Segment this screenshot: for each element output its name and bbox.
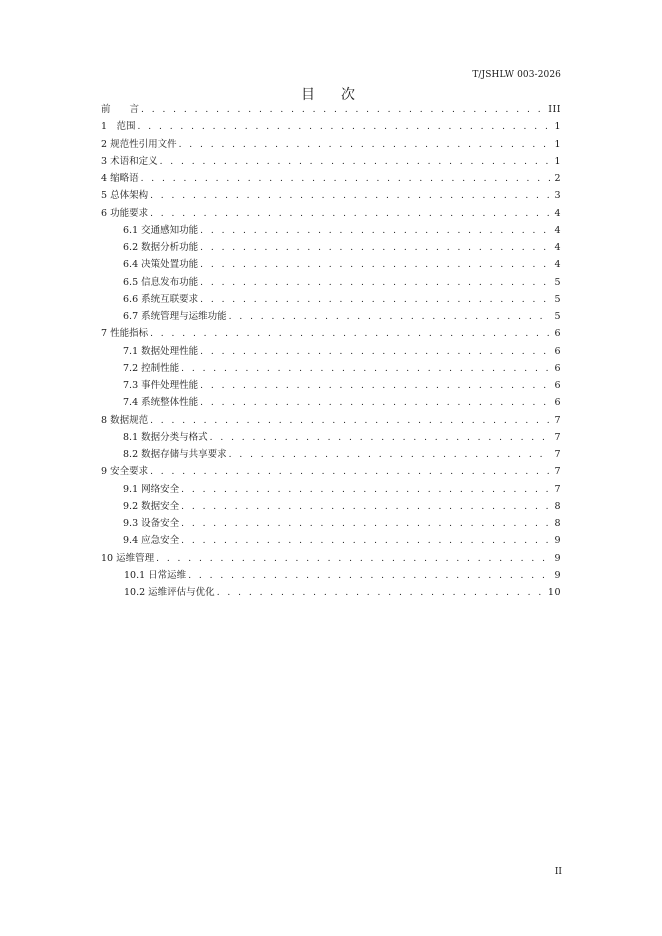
toc-entry-page: 5 (554, 293, 561, 305)
toc-entry-page: 9 (554, 569, 561, 581)
toc-entry[interactable] (101, 343, 561, 360)
toc-entry[interactable] (101, 498, 561, 515)
toc-leader-dots (156, 551, 551, 568)
toc-entry-label: 6.1 交通感知功能 (123, 224, 199, 236)
toc-entry-page: 7 (554, 466, 561, 478)
toc-leader-dots (138, 119, 552, 136)
toc-leader-dots (188, 568, 551, 585)
toc-entry[interactable] (101, 325, 561, 342)
toc-entry[interactable] (101, 170, 561, 187)
toc-entry-page: 4 (554, 207, 561, 219)
toc-entry-page: 3 (554, 190, 561, 202)
toc-leader-dots (200, 223, 551, 240)
toc-entry-page: 2 (554, 173, 561, 184)
toc-entry-page: 7 (554, 483, 561, 495)
toc-entry-label: 10 运维管理 (101, 552, 155, 564)
toc-entry-page: 5 (554, 276, 561, 288)
table-of-contents (101, 101, 561, 601)
toc-entry-label: 4 缩略语 (101, 173, 139, 184)
toc-leader-dots (141, 171, 552, 188)
toc-entry[interactable] (101, 481, 561, 498)
toc-entry[interactable] (101, 187, 561, 204)
toc-entry[interactable] (101, 256, 561, 273)
toc-entry-label: 10.1 日常运维 (124, 569, 187, 581)
toc-entry[interactable] (101, 153, 561, 170)
toc-entry-label: 6.5 信息发布功能 (123, 276, 199, 288)
toc-entry-label: 7.2 控制性能 (123, 362, 180, 374)
toc-leader-dots (141, 102, 545, 119)
toc-entry-label: 10.2 运维评估与优化 (124, 587, 215, 598)
toc-entry-label: 9.2 数据安全 (123, 500, 180, 512)
toc-entry-page: 8 (554, 500, 561, 512)
toc-entry-label: 7.1 数据处理性能 (123, 345, 199, 357)
toc-entry[interactable] (101, 222, 561, 239)
toc-entry-label: 1 范围 (101, 121, 136, 133)
toc-leader-dots (200, 344, 551, 361)
toc-leader-dots (229, 309, 552, 326)
toc-entry-label: 2 规范性引用文件 (101, 138, 177, 150)
toc-leader-dots (179, 137, 552, 154)
toc-entry[interactable] (101, 308, 561, 325)
toc-entry[interactable] (101, 239, 561, 256)
toc-leader-dots (229, 447, 552, 464)
toc-entry-label: 8 数据规范 (101, 414, 149, 426)
toc-entry[interactable] (101, 532, 561, 549)
toc-leader-dots (210, 430, 552, 447)
toc-entry-label: 5 总体架构 (101, 190, 149, 202)
toc-title: 目 次 (301, 87, 361, 103)
toc-entry-label: 6.2 数据分析功能 (123, 242, 199, 253)
toc-entry-page: 8 (554, 518, 561, 529)
toc-leader-dots (150, 413, 551, 430)
toc-leader-dots (200, 378, 551, 395)
toc-entry-page: 6 (554, 362, 561, 374)
toc-entry[interactable] (101, 101, 561, 118)
toc-entry-page: 1 (554, 121, 561, 133)
toc-entry[interactable] (101, 550, 561, 567)
toc-entry-page: III (548, 104, 561, 115)
toc-entry-label: 8.2 数据存储与共享要求 (123, 449, 227, 460)
toc-entry-page: 1 (554, 155, 561, 167)
toc-leader-dots (181, 516, 551, 533)
toc-entry-label: 6.4 决策处置功能 (123, 259, 199, 271)
toc-leader-dots (181, 499, 551, 516)
toc-entry-page: 4 (554, 224, 561, 236)
toc-entry[interactable] (101, 360, 561, 377)
toc-entry-page: 9 (554, 535, 561, 547)
toc-entry[interactable] (101, 291, 561, 308)
toc-entry[interactable] (101, 274, 561, 291)
toc-entry[interactable] (101, 412, 561, 429)
toc-leader-dots (150, 326, 551, 343)
toc-entry-page: 1 (554, 138, 561, 150)
toc-entry-label: 前 言 (101, 104, 140, 115)
toc-entry-page: 7 (554, 431, 561, 443)
toc-entry-label: 9.4 应急安全 (123, 535, 180, 547)
toc-leader-dots (181, 533, 551, 550)
toc-entry-page: 6 (554, 328, 561, 340)
toc-leader-dots (200, 292, 551, 309)
toc-entry-page: 5 (554, 311, 561, 322)
toc-entry-label: 6.6 系统互联要求 (123, 293, 199, 305)
toc-entry-label: 3 术语和定义 (101, 155, 158, 167)
toc-entry[interactable] (101, 429, 561, 446)
toc-entry-page: 10 (547, 587, 561, 598)
page-number: II (554, 867, 562, 877)
toc-entry[interactable] (101, 463, 561, 480)
toc-leader-dots (200, 275, 551, 292)
toc-entry-page: 6 (554, 397, 561, 409)
toc-leader-dots (200, 240, 551, 257)
toc-entry-label: 6.7 系统管理与运维功能 (123, 311, 227, 322)
toc-leader-dots (160, 154, 552, 171)
toc-entry-page: 9 (554, 552, 561, 564)
toc-entry[interactable] (101, 205, 561, 222)
toc-entry-label: 9 安全要求 (101, 466, 149, 478)
toc-entry-label: 7.3 事件处理性能 (123, 380, 199, 391)
toc-leader-dots (200, 395, 551, 412)
toc-entry-page: 7 (554, 449, 561, 460)
toc-entry-page: 6 (554, 345, 561, 357)
toc-entry[interactable] (101, 136, 561, 153)
toc-entry-page: 4 (554, 259, 561, 271)
toc-leader-dots (150, 464, 551, 481)
toc-leader-dots (181, 482, 551, 499)
toc-entry[interactable] (101, 584, 561, 601)
toc-leader-dots (150, 188, 551, 205)
toc-entry-label: 6 功能要求 (101, 207, 149, 219)
toc-entry[interactable] (101, 118, 561, 135)
toc-entry-label: 9.3 设备安全 (123, 518, 180, 529)
document-code: T/JSHLW 003-2026 (472, 70, 561, 80)
toc-entry-page: 7 (554, 414, 561, 426)
toc-leader-dots (217, 585, 545, 602)
toc-leader-dots (150, 206, 551, 223)
toc-entry[interactable] (101, 377, 561, 394)
toc-leader-dots (181, 361, 551, 378)
toc-entry-label: 9.1 网络安全 (123, 483, 180, 495)
toc-entry-label: 7.4 系统整体性能 (123, 397, 199, 409)
toc-entry[interactable] (101, 394, 561, 411)
toc-entry-page: 6 (554, 380, 561, 391)
toc-leader-dots (200, 257, 551, 274)
toc-entry[interactable] (101, 515, 561, 532)
toc-entry-label: 8.1 数据分类与格式 (123, 431, 208, 443)
toc-entry-label: 7 性能指标 (101, 328, 149, 340)
toc-entry[interactable] (101, 446, 561, 463)
toc-entry[interactable] (101, 567, 561, 584)
toc-entry-page: 4 (554, 242, 561, 253)
